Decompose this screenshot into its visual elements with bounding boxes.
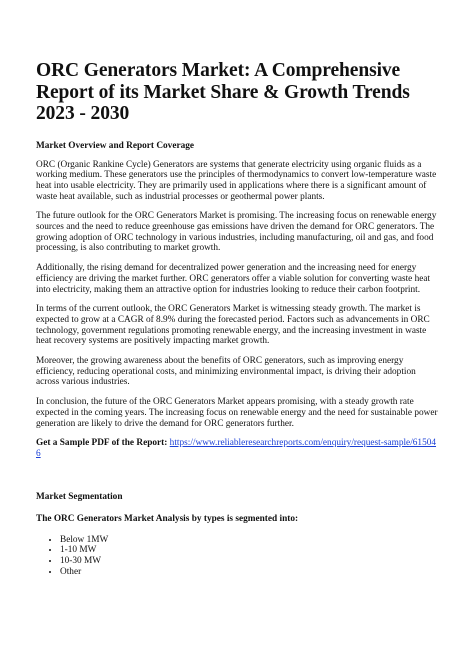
list-item: • Below 1MW xyxy=(60,535,438,546)
sample-pdf-line xyxy=(36,438,438,459)
segmentation-subheading: The ORC Generators Market Analysis by types is segmented into: xyxy=(36,513,299,524)
list-item: • 10-30 MW xyxy=(60,556,438,567)
page-title: ORC Generators Market: A Comprehensive Report of its Market Share & Growth Trends 2023 - 2030 xyxy=(36,60,410,124)
list-item: • 1-10 MW xyxy=(60,545,438,556)
overview-paragraph-6: In conclusion, the future of the ORC Generators Market appears promising, with a steady growth rate expected in the coming years. The increasing focus on renewable energy and the need for sustainable power generation are likely to drive the demand for ORC generators further. xyxy=(36,397,438,429)
overview-paragraph-2: The future outlook for the ORC Generators Market is promising. The increasing focus on renewable energy sources and the need to reduce greenhouse gas emissions have driven the demand for ORC generators. The growing adoption of ORC technology in various industries, including manufacturing, oil and gas, and food processing, is also contributing to market growth. xyxy=(36,211,437,254)
overview-paragraph-1: ORC (Organic Rankine Cycle) Generators are systems that generate electricity using organic fluids as a working medium. These generators use the principles of thermodynamics to convert low-temperature waste heat into usable electricity. They are primarily used in applications where there is a significant amount of waste heat available, such as industrial processes or geothermal power plants. xyxy=(36,159,437,202)
overview-heading: Market Overview and Report Coverage xyxy=(36,140,195,151)
list-item: • Other xyxy=(60,567,438,578)
segmentation-heading: Market Segmentation xyxy=(36,491,123,502)
overview-paragraph-4: In terms of the current outlook, the ORC Generators Market is witnessing steady growth. The market is expected to grow at a CAGR of 8.9% during the forecasted period. Factors such as advancements in ORC technology, government regulations promoting renewable energy, and the increasing investment in waste heat recovery systems are positively impacting market growth. xyxy=(36,304,430,347)
overview-paragraph-5: Moreover, the growing awareness about the benefits of ORC generators, such as improving energy efficiency, reducing operational costs, and minimizing environmental impact, is driving their adoption across various industries. xyxy=(36,356,416,388)
sample-pdf-label: Get a Sample PDF of the Report: xyxy=(36,438,168,449)
sample-pdf-link[interactable]: https://www.reliableresearchreports.com/enquiry/request-sample/615046 xyxy=(36,438,437,459)
overview-paragraph-3: Additionally, the rising demand for decentralized power generation and the increasing need for energy efficiency are driving the market further. ORC generators offer a viable solution for converting waste heat into electricity, making them an attractive option for industries looking to reduce their carbon footprint. xyxy=(36,263,431,295)
segment-type-list xyxy=(36,535,438,578)
